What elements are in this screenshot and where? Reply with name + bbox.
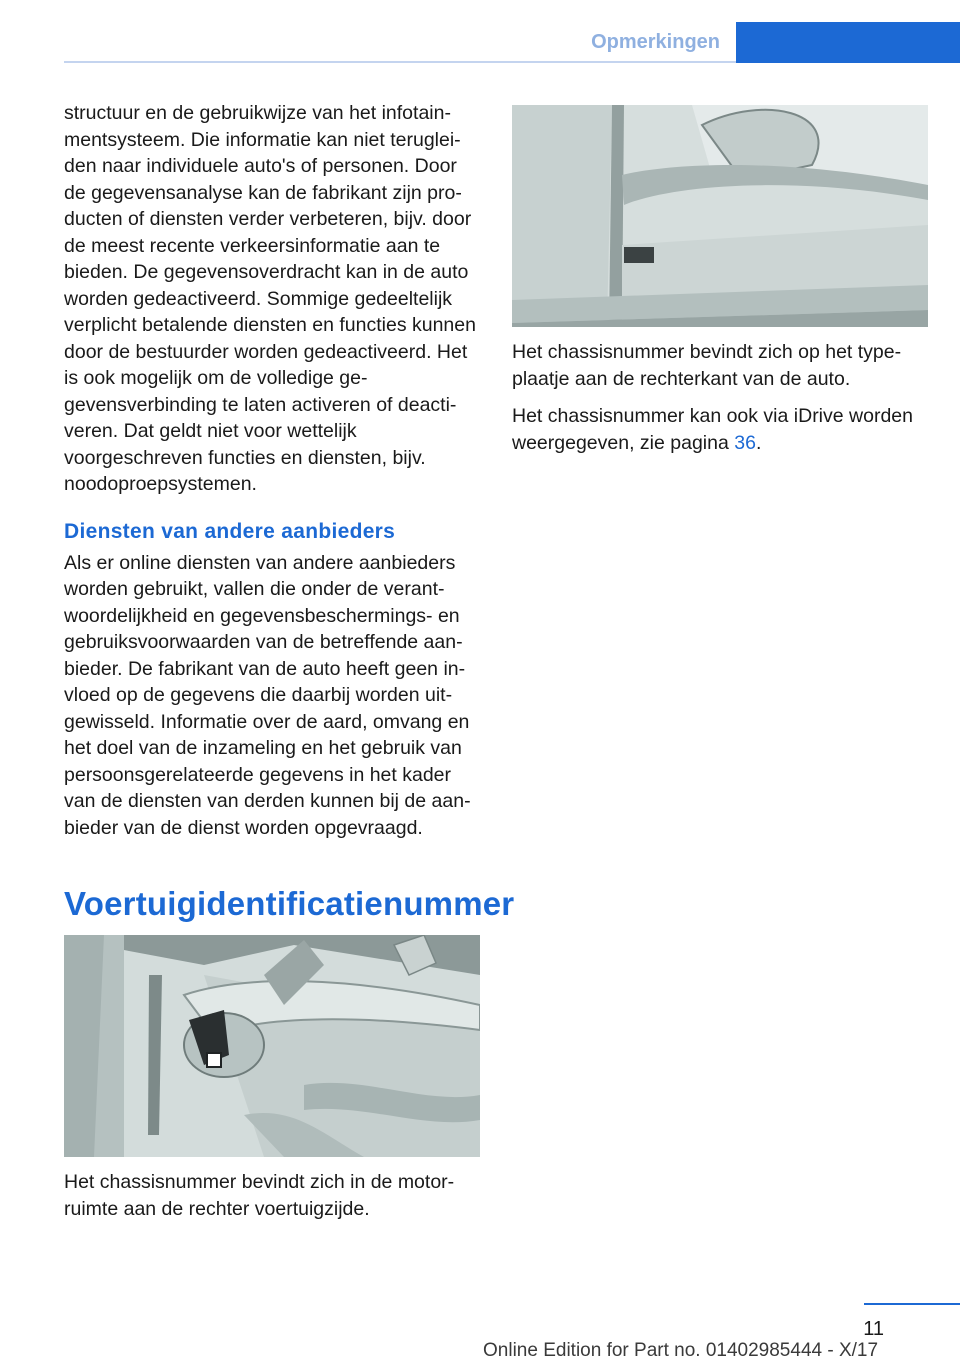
section-heading-vin: Voertuigidentificatienummer bbox=[64, 885, 515, 922]
third-party-paragraph: Als er online diensten van andere aanbieders worden gebruikt, vallen die onder de verantwoordelijkheid en gegevensbeschermings- en gebruiksvoorwaarden van de betreffende aanbieder. De fabrikant van de auto heeft geen invloed op de gegevens die daarbij worden uitgewisseld. Informatie over de aard, omvang en het doel van de inzameling en het gebruik van persoonsgerelateerde gegevens in het kader van de diensten van derden kunnen bij de aanbieder van de dienst worden opgevraagd. bbox=[64, 551, 471, 839]
right-column bbox=[512, 105, 928, 456]
engine-bay-caption: Het chassisnummer bevindt zich in de motorruimte aan de rechter voertuigzijde. bbox=[64, 1171, 455, 1220]
section-title: Opmerkingen bbox=[591, 31, 720, 53]
door-sill-image bbox=[512, 105, 928, 327]
left-column bbox=[64, 100, 515, 1222]
door-sill-caption: Het chassisnummer bevindt zich op het typeplaatje aan de rechterkant van de auto. bbox=[512, 341, 902, 390]
page-reference-link[interactable]: 36 bbox=[734, 431, 756, 454]
engine-bay-image bbox=[64, 935, 480, 1157]
footer-rule bbox=[864, 1303, 960, 1305]
idrive-paragraph bbox=[512, 403, 928, 456]
header-accent-block bbox=[736, 22, 960, 63]
idrive-text-end: . bbox=[755, 431, 762, 454]
page-number: 11 bbox=[863, 1318, 884, 1340]
idrive-text: Het chassisnummer kan ook via iDrive worden weergegeven, zie pagina bbox=[512, 405, 913, 454]
edition-footer: Online Edition for Part no. 01402985444 - X/17 bbox=[483, 1340, 879, 1361]
subheading-third-party: Diensten van andere aanbieders bbox=[64, 519, 396, 543]
intro-paragraph: structuur en de gebruikwijze van het infotainmentsysteem. Die informatie kan niet terugleiden naar individuele auto's of personen. Door de gegevensanalyse kan de fabrikant zijn producten of diensten verder verbeteren, bijv. door de meest recente verkeersinformatie aan te bieden. De gegevensoverdracht kan in de auto worden gedeactiveerd. Sommige gedeeltelijk verplicht betalende diensten en functies kunnen door de bestuurder worden gedeactiveerd. Het is ook mogelijk om de volledige gegevensverbinding te laten activeren of deactiveren. Dat geldt niet voor wettelijk voorgeschreven functies en diensten, bijv. noodoproepsystemen. bbox=[64, 102, 476, 495]
